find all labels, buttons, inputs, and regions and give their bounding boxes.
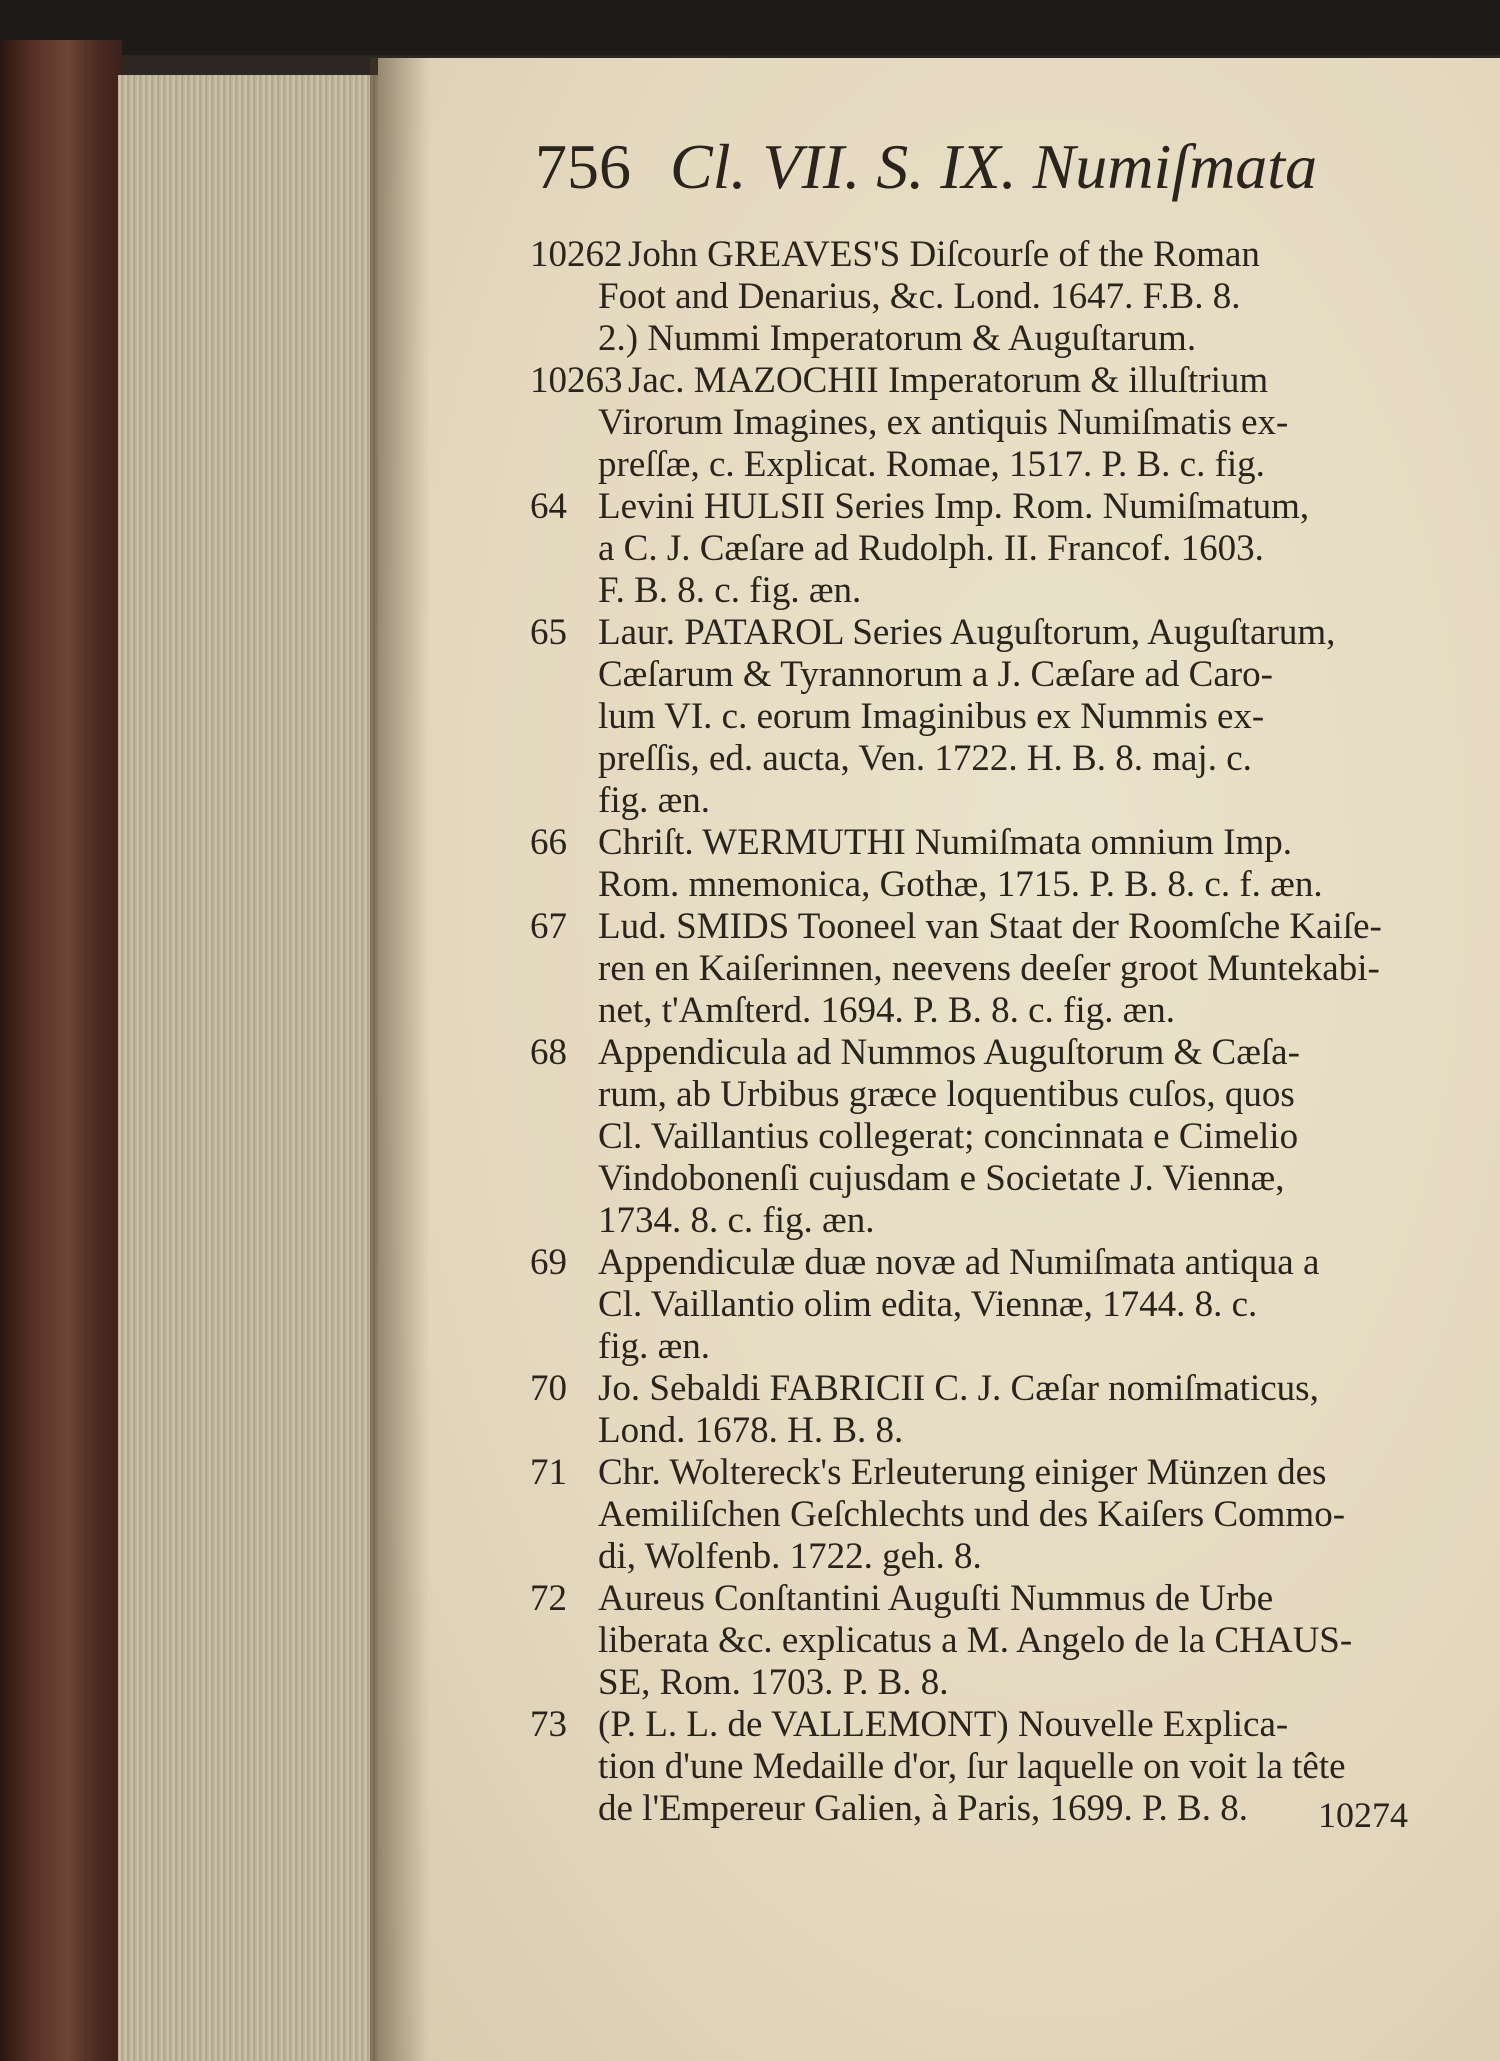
entry-text: a C. J. Cæſare ad Rudolph. II. Francof. 1603.	[598, 528, 1264, 569]
entry-text: rum, ab Urbibus græce loquentibus cuſos, quos	[598, 1074, 1295, 1115]
entry-text: 2.) Nummi Imperatorum & Auguſtarum.	[598, 318, 1197, 359]
entry-text: lum VI. c. eorum Imaginibus ex Nummis ex-	[598, 696, 1265, 737]
entry-text: Aemiliſchen Geſchlechts und des Kaiſers Commo-	[598, 1494, 1346, 1535]
entry-text: Chriſt. WERMUTHI Numiſmata omnium Imp.	[598, 822, 1293, 863]
entry-number: 68	[530, 1032, 567, 1073]
entry-text: preſſis, ed. aucta, Ven. 1722. H. B. 8. maj. c.	[598, 738, 1252, 779]
catchword: 10274	[1318, 1795, 1408, 1835]
entry-text: Appendiculæ duæ novæ ad Numiſmata antiqua a	[598, 1242, 1320, 1283]
entry-text: Cl. Vaillantius collegerat; concinnata e Cimelio	[598, 1116, 1299, 1157]
entry-text: Appendicula ad Nummos Auguſtorum & Cæſa-	[598, 1032, 1300, 1073]
entry-text: Levini HULSII Series Imp. Rom. Numiſmatum,	[598, 486, 1310, 527]
entry-text: Jac. MAZOCHII Imperatorum & illuſtrium	[628, 360, 1269, 401]
entry-text: net, t'Amſterd. 1694. P. B. 8. c. fig. æn.	[598, 990, 1176, 1031]
entry-text: preſſæ, c. Explicat. Romae, 1517. P. B. c. fig.	[598, 444, 1265, 485]
page-header	[535, 130, 1435, 220]
entry-text: fig. æn.	[598, 780, 711, 821]
entry-text: F. B. 8. c. fig. æn.	[598, 570, 862, 611]
entry-text: ren en Kaiſerinnen, neevens deeſer groot Muntekabi-	[598, 948, 1380, 989]
entry-text: Chr. Woltereck's Erleuterung einiger Münzen des	[598, 1452, 1327, 1493]
entry-text: Aureus Conſtantini Auguſti Nummus de Urbe	[598, 1578, 1274, 1619]
entry-number: 73	[530, 1704, 567, 1745]
entry-text: tion d'une Medaille d'or, ſur laquelle on voit la tête	[598, 1746, 1346, 1787]
entry-number: 69	[530, 1242, 567, 1283]
entry-text: di, Wolfenb. 1722. geh. 8.	[598, 1536, 982, 1577]
entry-text: 1734. 8. c. fig. æn.	[598, 1200, 875, 1241]
entry-text: Cl. Vaillantio olim edita, Viennæ, 1744. 8. c.	[598, 1284, 1258, 1325]
entry-number: 10262	[530, 234, 623, 275]
entry-number: 70	[530, 1368, 567, 1409]
entry-number: 66	[530, 822, 567, 863]
entry-text: Rom. mnemonica, Gothæ, 1715. P. B. 8. c. f. æn.	[598, 864, 1323, 905]
entry-text: Laur. PATAROL Series Auguſtorum, Auguſtarum,	[598, 612, 1336, 653]
entry-text: Lud. SMIDS Tooneel van Staat der Roomſche Kaiſe-	[598, 906, 1382, 947]
entry-text: Virorum Imagines, ex antiquis Numiſmatis ex-	[598, 402, 1289, 443]
entry-text: John GREAVES'S Diſcourſe of the Roman	[628, 234, 1260, 275]
entry-number: 72	[530, 1578, 567, 1619]
entry-number: 67	[530, 906, 567, 947]
entry-text: fig. æn.	[598, 1326, 711, 1367]
entry-number: 64	[530, 486, 567, 527]
page-number: 756	[535, 131, 631, 202]
entry-number: 71	[530, 1452, 567, 1493]
entry-text: SE, Rom. 1703. P. B. 8.	[598, 1662, 949, 1703]
running-head: Cl. VII. S. IX. Numiſmata	[670, 131, 1318, 202]
entry-text: Cæſarum & Tyrannorum a J. Cæſare ad Caro-	[598, 654, 1273, 695]
entry-text: de l'Empereur Galien, à Paris, 1699. P. B. 8.	[598, 1788, 1248, 1829]
entry-text: Foot and Denarius, &c. Lond. 1647. F.B. 8.	[598, 276, 1241, 317]
entry-text: Jo. Sebaldi FABRICII C. J. Cæſar nomiſmaticus,	[598, 1368, 1319, 1409]
entry-text: (P. L. L. de VALLEMONT) Nouvelle Explica-	[598, 1704, 1289, 1745]
entry-text: Vindobonenſi cujusdam e Societate J. Viennæ,	[598, 1158, 1285, 1199]
entry-number: 10263	[530, 360, 623, 401]
entry-number: 65	[530, 612, 567, 653]
entry-text: Lond. 1678. H. B. 8.	[598, 1410, 904, 1451]
entry-text: liberata &c. explicatus a M. Angelo de la CHAUS-	[598, 1620, 1353, 1661]
